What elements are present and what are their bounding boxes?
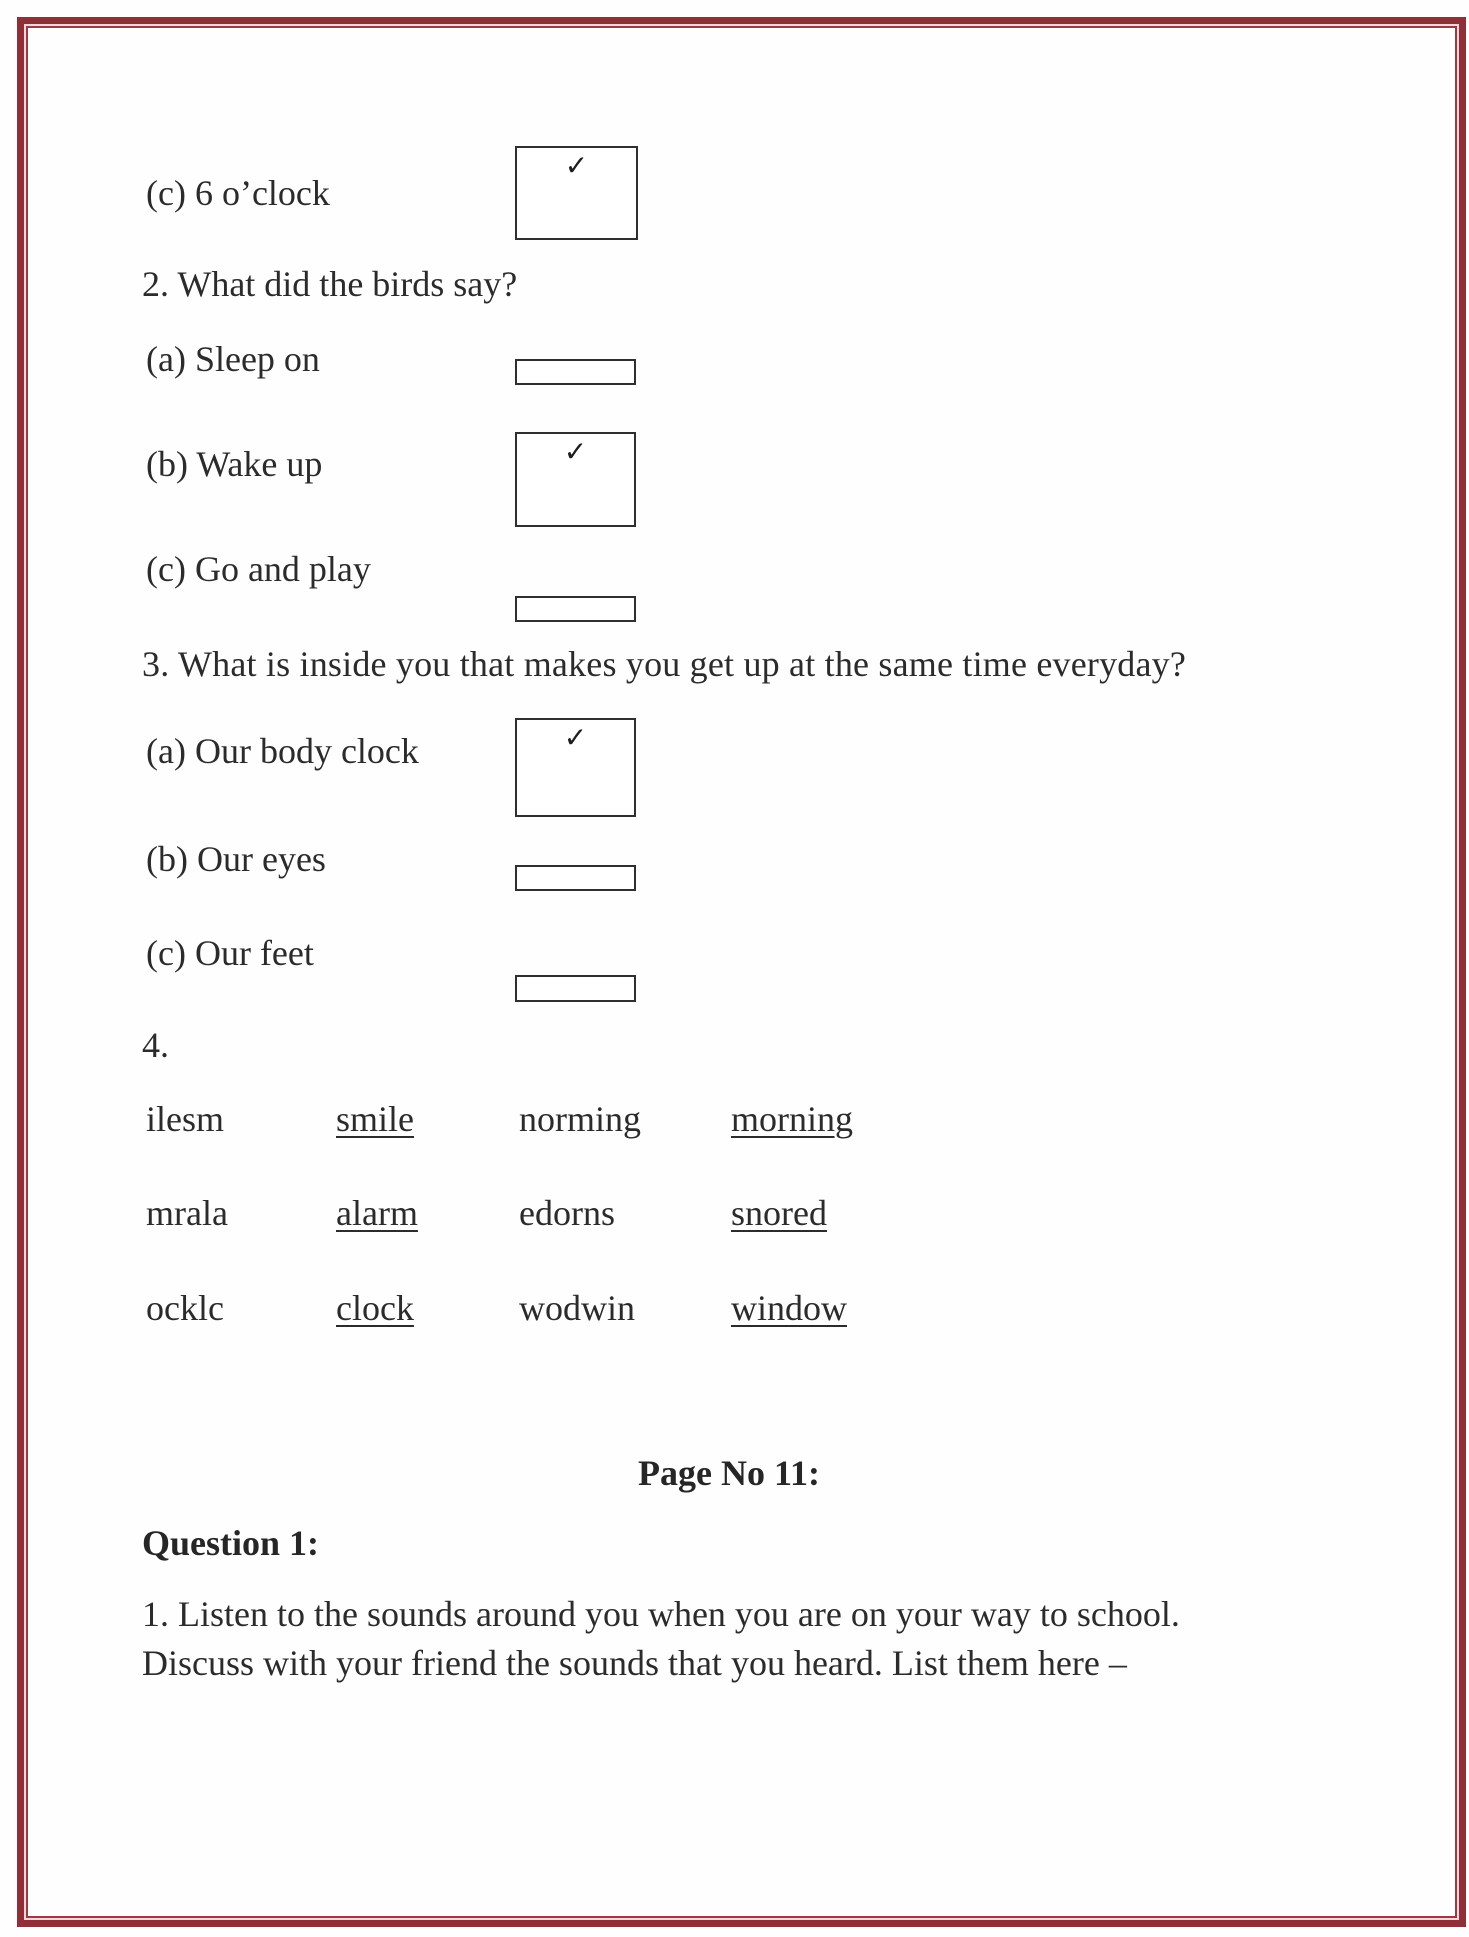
q2-option-b-checkbox[interactable] — [515, 432, 636, 527]
q2-option-a-checkbox[interactable] — [515, 359, 636, 385]
q2-question: 2. What did the birds say? — [142, 264, 518, 304]
q4-row1-answer1: smile — [336, 1099, 414, 1139]
page-number-heading: Page No 11: — [638, 1453, 820, 1493]
q3-option-a-label: (a) Our body clock — [146, 731, 419, 771]
q4-row2-jumbled1: mrala — [146, 1193, 228, 1233]
checkmark-icon: ✓ — [563, 721, 588, 754]
q4-row3-jumbled1: ocklc — [146, 1288, 224, 1328]
checkmark-icon: ✓ — [564, 149, 589, 182]
q4-row1-jumbled2: norming — [519, 1099, 641, 1139]
q4-row2-answer1: alarm — [336, 1193, 418, 1233]
q4-row3-jumbled2: wodwin — [519, 1288, 635, 1328]
q4-row1-jumbled1: ilesm — [146, 1099, 224, 1139]
q3-option-c-checkbox[interactable] — [515, 975, 636, 1002]
q1-option-c-label: (c) 6 o’clock — [146, 173, 330, 213]
q2-option-c-checkbox[interactable] — [515, 596, 636, 622]
question1-text-line2: Discuss with your friend the sounds that you heard. List them here – — [142, 1643, 1127, 1683]
q4-row3-answer2: window — [731, 1288, 847, 1328]
question1-text-line1: 1. Listen to the sounds around you when you are on your way to school. — [142, 1594, 1180, 1634]
q2-option-c-label: (c) Go and play — [146, 549, 371, 589]
q3-option-c-label: (c) Our feet — [146, 933, 314, 973]
q4-row2-jumbled2: edorns — [519, 1193, 615, 1233]
q3-option-a-checkbox[interactable] — [515, 718, 636, 817]
q2-option-b-label: (b) Wake up — [146, 444, 323, 484]
q4-row1-answer2: morning — [731, 1099, 853, 1139]
q4-row2-answer2: snored — [731, 1193, 827, 1233]
q1-option-c-checkbox[interactable] — [515, 146, 638, 240]
q3-option-b-label: (b) Our eyes — [146, 839, 326, 879]
checkmark-icon: ✓ — [563, 435, 588, 468]
q4-number: 4. — [142, 1025, 169, 1065]
q4-row3-answer1: clock — [336, 1288, 414, 1328]
q3-option-b-checkbox[interactable] — [515, 865, 636, 891]
question1-heading: Question 1: — [142, 1523, 320, 1563]
q2-option-a-label: (a) Sleep on — [146, 339, 320, 379]
q3-question: 3. What is inside you that makes you get up at the same time everyday? — [142, 644, 1187, 684]
